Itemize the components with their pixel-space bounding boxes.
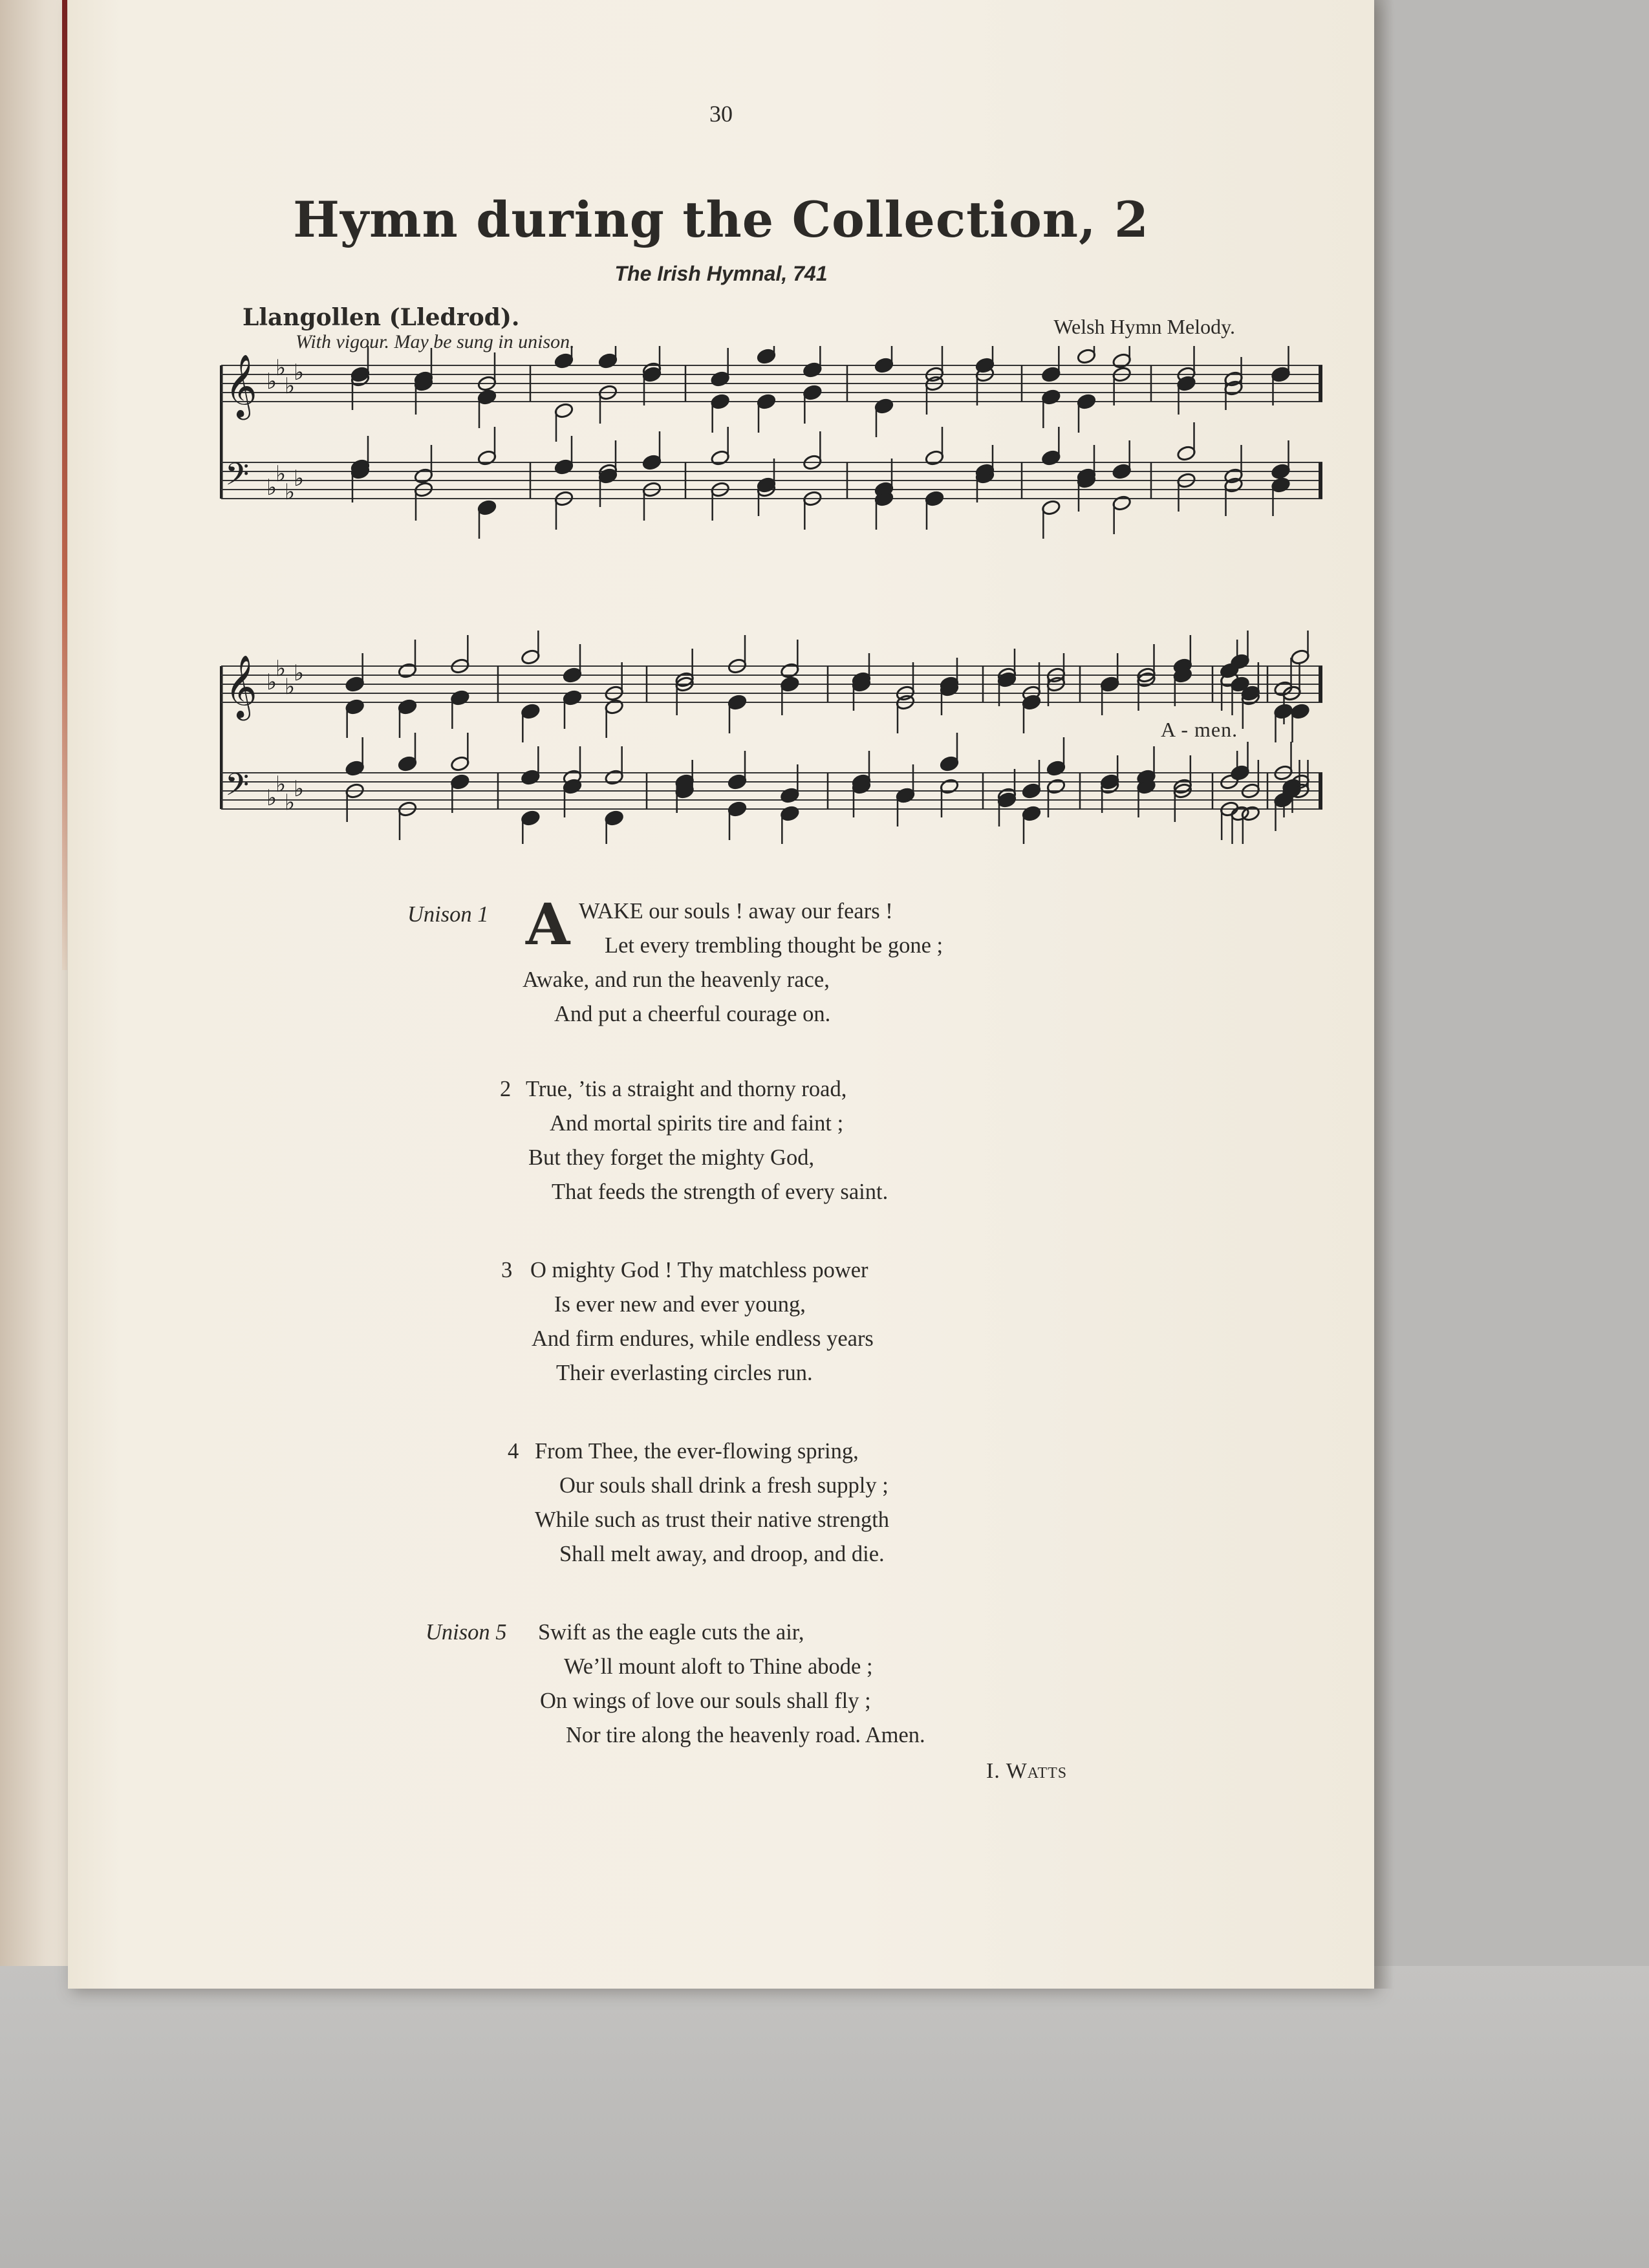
key-signature-flat: ♭ [266, 669, 277, 695]
verse-4-line-4: Shall melt away, and droop, and die. [559, 1542, 885, 1566]
verse-3-line-2: Is ever new and ever young, [554, 1292, 806, 1317]
treble-clef: 𝄞 [225, 654, 257, 718]
verse-3-line-3: And firm endures, while endless years [532, 1326, 874, 1351]
verse-4-line-3: While such as trust their native strength [535, 1507, 890, 1532]
verse-3-line-4: Their everlasting circles run. [556, 1361, 813, 1385]
key-signature-flat: ♭ [294, 466, 305, 491]
verse-2-line-1: True, ’tis a straight and thorny road, [526, 1077, 847, 1101]
verse-1-marker: Unison 1 [407, 902, 489, 927]
verse-4-line-2: Our souls shall drink a fresh supply ; [559, 1473, 889, 1498]
verse-5-marker: Unison 5 [426, 1620, 507, 1645]
verse-4-marker: 4 [508, 1439, 519, 1463]
verse-2-line-4: That feeds the strength of every saint. [552, 1180, 889, 1204]
key-signature-flat: ♭ [285, 373, 296, 399]
desk-background [0, 1966, 1649, 2268]
key-signature-flat: ♭ [285, 479, 296, 505]
key-signature-flat: ♭ [275, 772, 286, 797]
amen-lyric: A - men. [1161, 718, 1238, 741]
verse-1-line-1: WAKE our souls ! away our fears ! [579, 899, 893, 923]
verse-5-line-1: Swift as the eagle cuts the air, [538, 1620, 804, 1645]
verse-5-line-2: We’ll mount aloft to Thine abode ; [564, 1654, 873, 1679]
key-signature-flat: ♭ [294, 776, 305, 802]
key-signature-flat: ♭ [294, 360, 305, 385]
drop-capital: A [526, 891, 570, 958]
key-signature-flat: ♭ [275, 656, 286, 682]
verse-1-line-3: Awake, and run the heavenly race, [523, 967, 830, 992]
book-cover-edge [62, 0, 67, 970]
key-signature-flat: ♭ [285, 790, 296, 815]
verse-2-marker: 2 [500, 1077, 512, 1101]
key-signature-flat: ♭ [285, 674, 296, 700]
verse-1-line-2: Let every trembling thought be gone ; [605, 933, 943, 958]
bass-clef: 𝄢 [225, 456, 250, 500]
tune-name: Llangollen (Lledrod). [242, 304, 520, 331]
verse-5-line-3: On wings of love our souls shall fly ; [540, 1689, 871, 1713]
author-credit: I. Watts [986, 1759, 1068, 1783]
key-signature-flat: ♭ [266, 369, 277, 394]
hymnal-reference: The Irish Hymnal, 741 [614, 262, 828, 285]
page-shadow [1374, 0, 1394, 1989]
verse-3-line-1: O mighty God ! Thy matchless power [530, 1258, 868, 1282]
treble-clef: 𝄞 [225, 354, 257, 417]
key-signature-flat: ♭ [266, 785, 277, 811]
key-signature-flat: ♭ [275, 355, 286, 381]
verse-1-line-4: And put a cheerful courage on. [554, 1002, 831, 1026]
composer-credit: Welsh Hymn Melody. [1053, 315, 1235, 338]
key-signature-flat: ♭ [266, 475, 277, 501]
verse-3-marker: 3 [501, 1258, 513, 1282]
verse-4-line-1: From Thee, the ever-flowing spring, [535, 1439, 859, 1463]
verse-2-line-2: And mortal spirits tire and faint ; [550, 1111, 844, 1136]
key-signature-flat: ♭ [294, 660, 305, 686]
hymn-verses [68, 0, 1374, 1989]
hymn-title: Hymn during the Collection, 2 [293, 191, 1149, 248]
page-number: 30 [709, 101, 733, 127]
performance-direction: With vigour. May be sung in unison. [296, 331, 575, 352]
verse-5-line-4: Nor tire along the heavenly road. Amen. [566, 1723, 925, 1747]
bass-clef: 𝄢 [225, 766, 250, 810]
hymnal-page [68, 0, 1374, 1989]
key-signature-flat: ♭ [275, 461, 286, 487]
verse-2-line-3: But they forget the mighty God, [528, 1145, 815, 1170]
